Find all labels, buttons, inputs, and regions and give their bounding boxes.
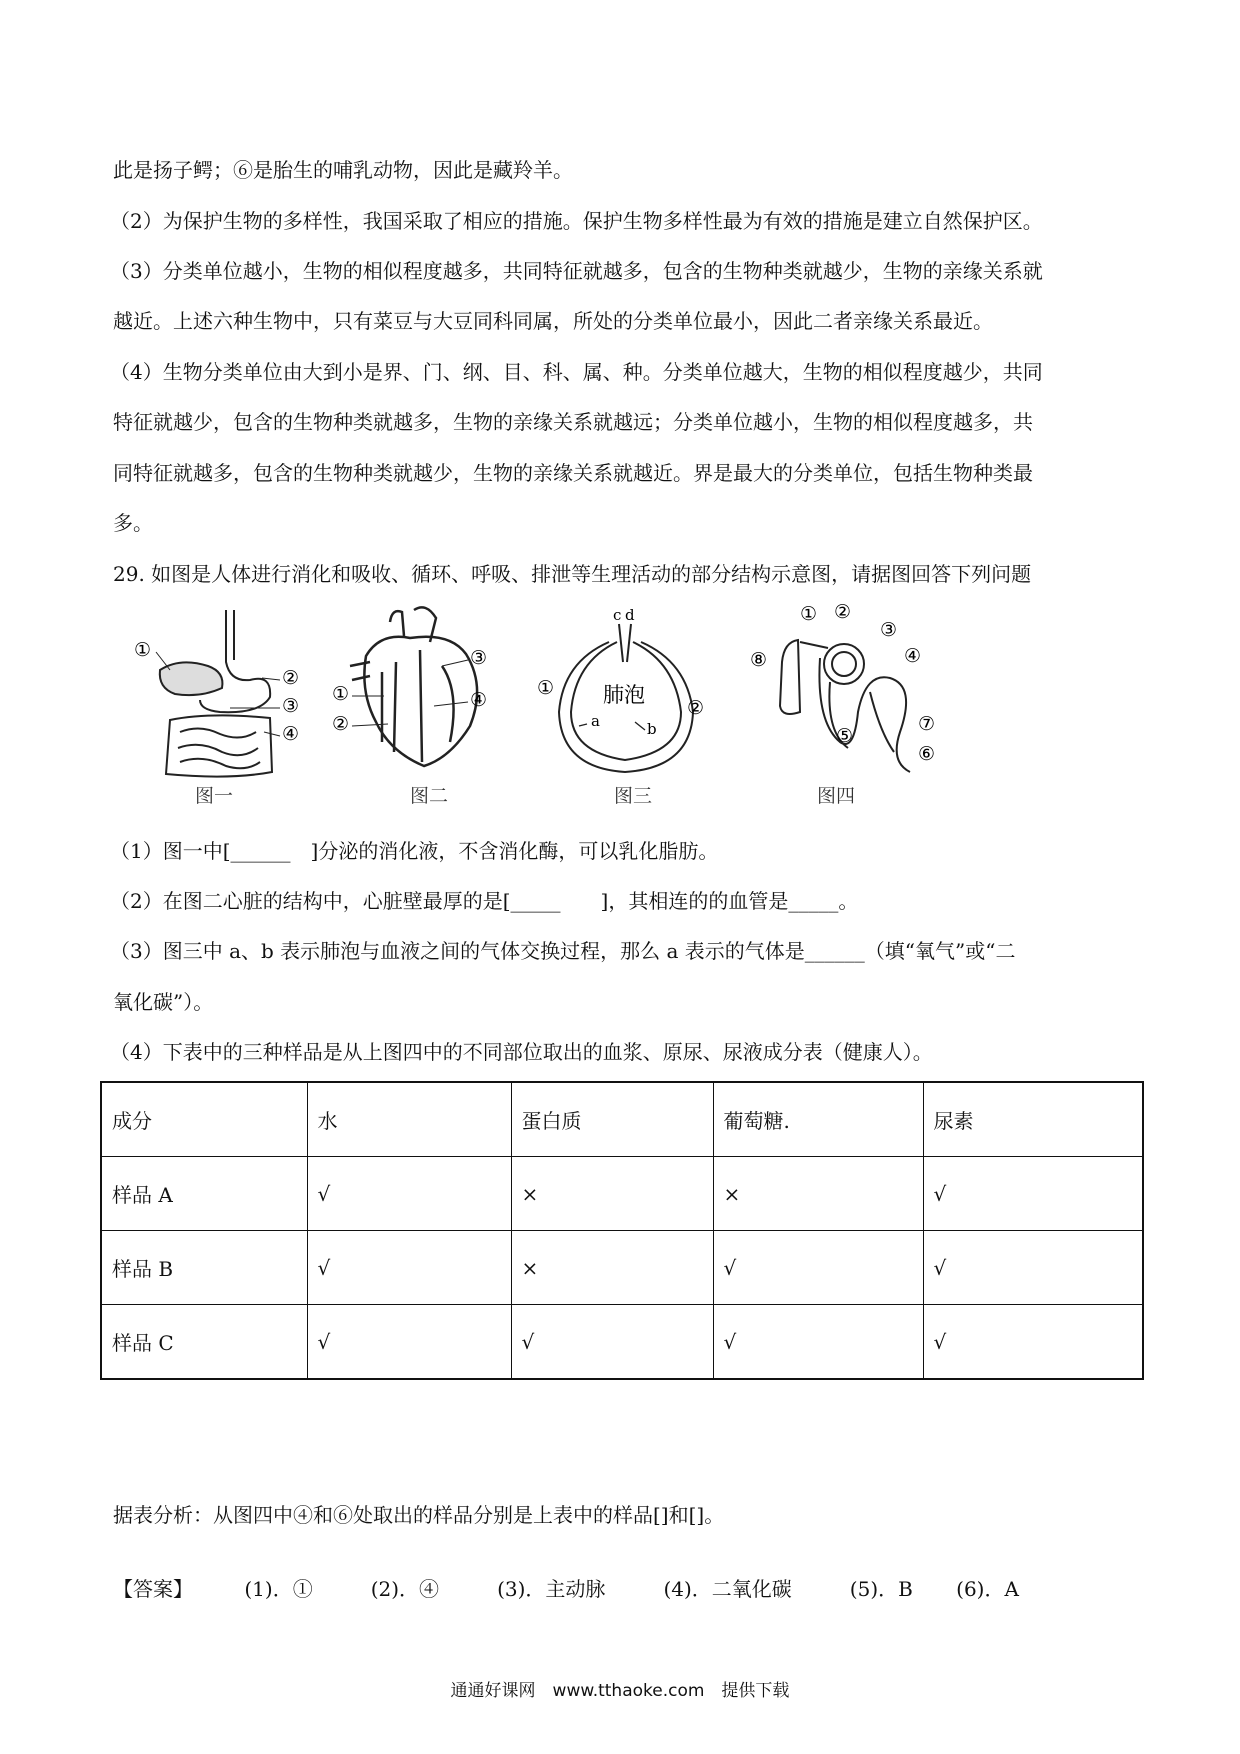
table-cell: √ — [511, 1305, 713, 1380]
fig1-caption: 图一 — [194, 785, 233, 807]
heart-diagram — [330, 602, 520, 792]
question-3-cont: 氧化碳”）。 — [113, 990, 214, 1014]
digestive-system-diagram — [130, 602, 310, 792]
fig2-label-1: ① — [332, 683, 350, 705]
paragraph-line: 越近。上述六种生物中，只有菜豆与大豆同科同属，所处的分类单位最小，因此二者亲缘关系最近。 — [113, 309, 993, 333]
table-cell: √ — [923, 1305, 1143, 1380]
answer-item: (2)．④ — [370, 1577, 440, 1601]
fig1-label-2: ② — [282, 667, 300, 689]
answer-item: (4)．二氧化碳 — [663, 1577, 792, 1601]
table-header-cell: 水 — [307, 1082, 511, 1157]
fig4-label-1: ① — [800, 603, 818, 625]
table-cell: √ — [713, 1231, 923, 1305]
table-cell: 样品 C — [101, 1305, 307, 1380]
table-cell: 样品 A — [101, 1157, 307, 1231]
fig1-label-3: ③ — [282, 695, 300, 717]
table-row — [101, 1157, 1143, 1231]
table-header-row — [101, 1082, 1143, 1157]
fig4-label-4: ④ — [904, 645, 922, 667]
table-header-cell: 尿素 — [923, 1082, 1143, 1157]
table-cell: √ — [307, 1157, 511, 1231]
figure-group — [130, 602, 950, 820]
question-4: （4）下表中的三种样品是从上图四中的不同部位取出的血浆、原尿、尿液成分表（健康人）。 — [110, 1040, 933, 1064]
table-cell: 样品 B — [101, 1231, 307, 1305]
table-header-cell: 葡萄糖. — [713, 1082, 923, 1157]
paragraph-line: 同特征就越多，包含的生物种类就越少，生物的亲缘关系就越近。界是最大的分类单位，包括生物种类最 — [113, 461, 1033, 485]
fig1-label-4: ④ — [282, 723, 300, 745]
fig3-label-alveolus: 肺泡 — [603, 683, 645, 707]
table-cell: × — [713, 1157, 923, 1231]
paragraph-line: 多。 — [113, 511, 153, 535]
answer-line — [113, 1573, 1019, 1602]
table-cell: × — [511, 1231, 713, 1305]
page-footer: 通通好课网 www.tthaoke.com 提供下载 — [450, 1681, 790, 1701]
table-cell: √ — [923, 1157, 1143, 1231]
table-cell: × — [511, 1157, 713, 1231]
fig4-label-5: ⑤ — [836, 725, 854, 747]
fig2-label-2: ② — [332, 713, 350, 735]
fig1-label-1: ① — [134, 639, 152, 661]
fig4-label-6: ⑥ — [918, 743, 936, 765]
table-cell: √ — [923, 1231, 1143, 1305]
answer-item: (5)．B — [849, 1577, 913, 1601]
paragraph-line: 此是扬子鳄；⑥是胎生的哺乳动物，因此是藏羚羊。 — [113, 158, 573, 182]
paragraph-line: （4）生物分类单位由大到小是界、门、纲、目、科、属、种。分类单位越大，生物的相似程度越少，共同 — [110, 360, 1043, 384]
nephron-diagram — [730, 602, 950, 792]
fig3-label-b: b — [647, 720, 657, 738]
fig3-label-a: a — [591, 712, 600, 730]
fig2-label-4: ④ — [470, 689, 488, 711]
table-header-cell: 成分 — [101, 1082, 307, 1157]
analysis-line: 据表分析：从图四中④和⑥处取出的样品分别是上表中的样品[]和[]。 — [113, 1503, 725, 1527]
fig4-label-2: ② — [834, 602, 852, 623]
question-29-stem: 29. 如图是人体进行消化和吸收、循环、呼吸、排泄等生理活动的部分结构示意图，请据图回答下列问题 — [113, 562, 1032, 586]
paragraph-line: （2）为保护生物的多样性，我国采取了相应的措施。保护生物多样性最为有效的措施是建立自然保护区。 — [110, 209, 1043, 233]
figure-heart — [330, 602, 520, 820]
fig3-label-2: ② — [687, 697, 705, 719]
fig4-label-8: ⑧ — [750, 649, 768, 671]
figure-alveolus — [535, 602, 715, 820]
fig3-caption: 图三 — [613, 785, 652, 807]
answer-item: (3)．主动脉 — [497, 1577, 606, 1601]
alveolus-diagram — [535, 602, 715, 792]
question-2: （2）在图二心脏的结构中，心脏壁最厚的是[_____ ]，其相连的的血管是_____。 — [110, 889, 859, 913]
question-1: （1）图一中[______ ]分泌的消化液，不含消化酶，可以乳化脂肪。 — [110, 839, 719, 863]
answer-item: (6)．A — [956, 1577, 1019, 1601]
figure-nephron — [730, 602, 950, 820]
table-header-cell: 蛋白质 — [511, 1082, 713, 1157]
table-cell: √ — [307, 1231, 511, 1305]
answer-item: (1)．① — [244, 1577, 313, 1601]
fig3-label-c: c — [613, 606, 622, 624]
figure-digestive-system — [130, 602, 310, 820]
fig2-caption: 图二 — [409, 785, 448, 807]
table-cell: √ — [713, 1305, 923, 1380]
fig3-label-1: ① — [537, 677, 555, 699]
composition-table — [100, 1081, 1144, 1380]
paragraph-line: （3）分类单位越小，生物的相似程度越多，共同特征就越多，包含的生物种类就越少，生物的亲缘关系就 — [110, 259, 1043, 283]
table-row — [101, 1305, 1143, 1380]
fig2-label-3: ③ — [470, 647, 488, 669]
table-cell: √ — [307, 1305, 511, 1380]
answer-label: 【答案】 — [113, 1577, 193, 1601]
paragraph-line: 特征就越少，包含的生物种类就越多，生物的亲缘关系就越远；分类单位越小，生物的相似程度越多，共 — [113, 410, 1033, 434]
question-3: （3）图三中 a、b 表示肺泡与血液之间的气体交换过程，那么 a 表示的气体是______（填“氧气”或“二 — [110, 939, 1016, 963]
fig4-caption: 图四 — [816, 785, 855, 807]
fig3-label-d: d — [625, 606, 635, 624]
table-row — [101, 1231, 1143, 1305]
fig4-label-7: ⑦ — [918, 713, 936, 735]
fig4-label-3: ③ — [880, 619, 898, 641]
